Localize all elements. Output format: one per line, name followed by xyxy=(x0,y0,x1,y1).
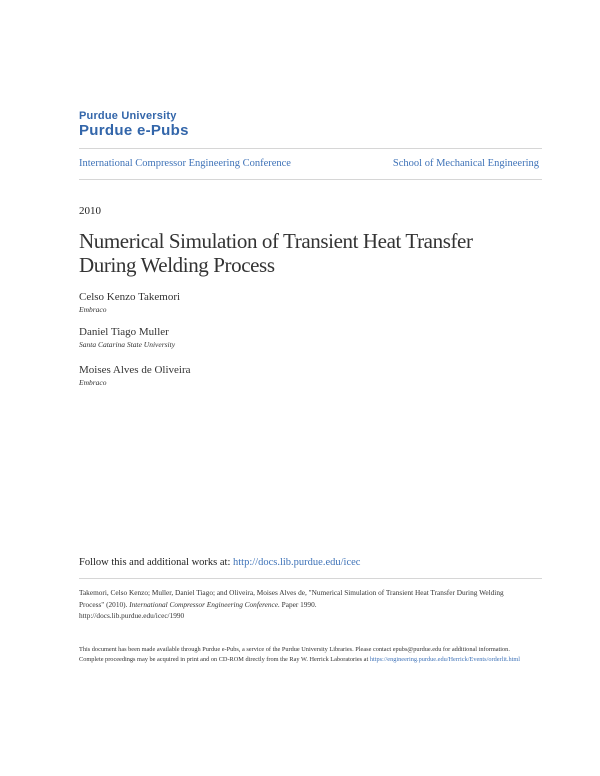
author-name-3: Moises Alves de Oliveira xyxy=(79,364,191,376)
citation-divider xyxy=(79,578,542,579)
author-affiliation-1: Embraco xyxy=(79,305,107,314)
availability-notice xyxy=(79,645,524,664)
conference-link[interactable]: International Compressor Engineering Conference xyxy=(79,158,291,169)
author-affiliation-3: Embraco xyxy=(79,378,107,387)
notice-line-1: This document has been made available through Purdue e-Pubs, a service of the Purdue University Libraries. Please contact epubs@purdue.edu for additional information. xyxy=(79,646,510,653)
citation-journal: International Compressor Engineering Conference. xyxy=(129,599,280,609)
author-name-2: Daniel Tiago Muller xyxy=(79,326,169,338)
citation-authors-title: Takemori, Celso Kenzo; Muller, Daniel Tiago; and Oliveira, Moises Alves de, "Numerical Simulation of Transient Heat Transfer During Welding Process" (2010). xyxy=(79,588,504,609)
school-link[interactable]: School of Mechanical Engineering xyxy=(392,158,539,169)
title-line-1: Numerical Simulation of Transient Heat Transfer xyxy=(79,229,473,253)
follow-line xyxy=(79,557,360,568)
collection-link[interactable]: http://docs.lib.purdue.edu/icec xyxy=(233,557,361,568)
publication-year: 2010 xyxy=(79,205,101,217)
author-name-1: Celso Kenzo Takemori xyxy=(79,291,181,303)
follow-text: Follow this and additional works at: xyxy=(79,557,233,568)
paper-title xyxy=(79,229,539,277)
herrick-link[interactable]: https://engineering.purdue.edu/Herrick/Events/orderlit.html xyxy=(369,655,521,663)
notice-proceedings-text: Complete proceedings may be acquired in print and on CD-ROM directly from the Ray W. Herrick Laboratories at xyxy=(79,655,370,663)
nav-divider xyxy=(79,179,542,180)
university-name[interactable]: Purdue University xyxy=(79,110,177,122)
repository-name[interactable]: Purdue e-Pubs xyxy=(79,122,189,139)
citation-paper-number: Paper 1990. xyxy=(279,599,317,609)
notice-line-2 xyxy=(79,655,524,665)
title-line-2: During Welding Process xyxy=(79,253,275,277)
citation-url[interactable]: http://docs.lib.purdue.edu/icec/1990 xyxy=(79,611,185,620)
recommended-citation xyxy=(79,587,529,622)
header-divider xyxy=(79,148,542,149)
author-affiliation-2: Santa Catarina State University xyxy=(79,340,176,349)
